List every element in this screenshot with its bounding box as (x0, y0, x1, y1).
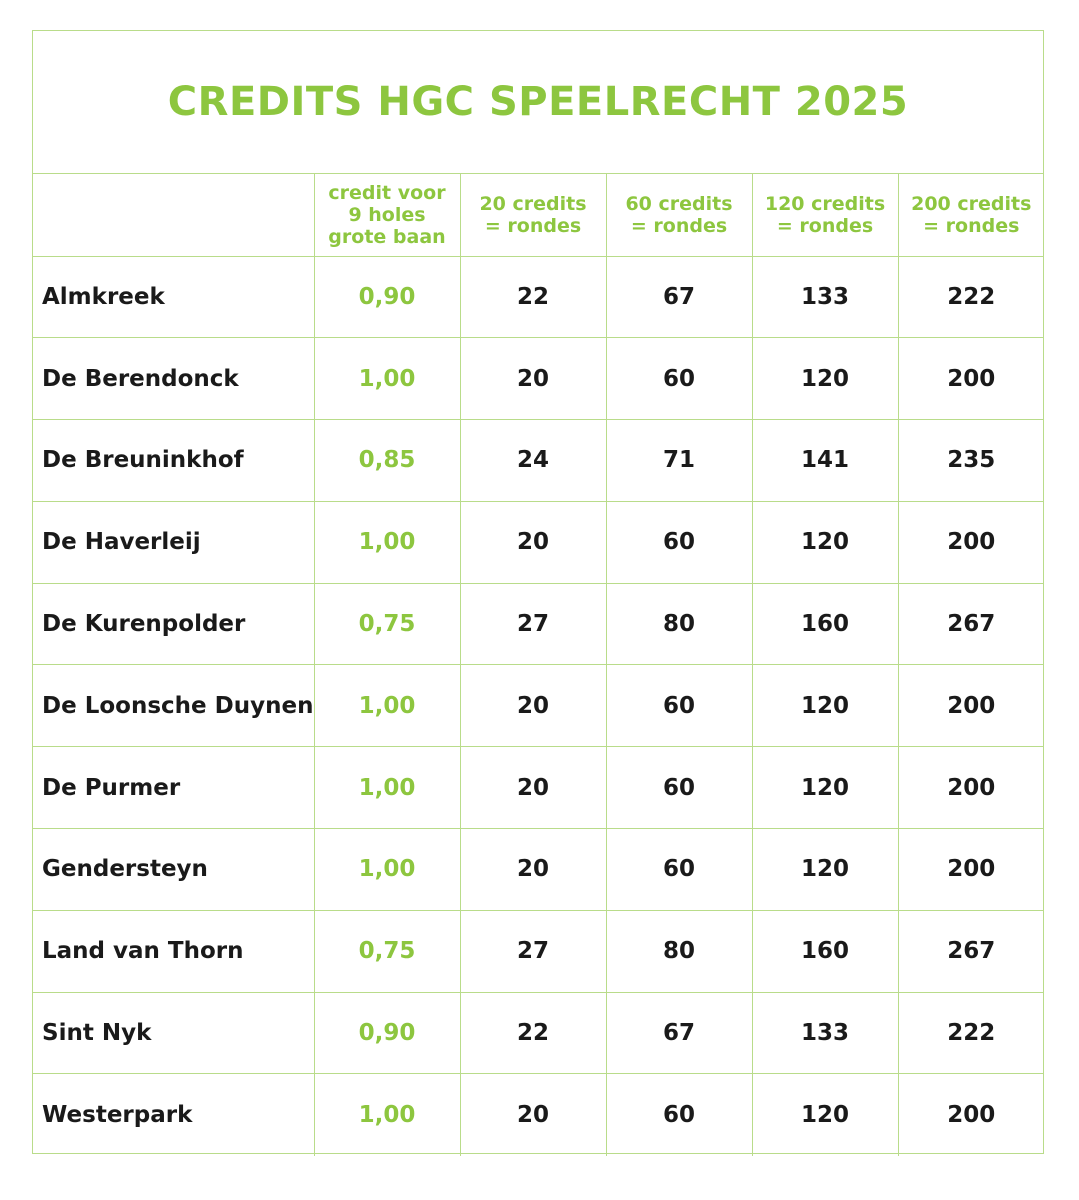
rounds-120: 141 (752, 420, 898, 502)
credits-table (33, 174, 1044, 1156)
rounds-60: 60 (606, 1074, 752, 1156)
course-name: De Haverleij (33, 501, 314, 583)
rounds-20: 24 (460, 420, 606, 502)
header-row (33, 174, 1044, 256)
rounds-120: 120 (752, 1074, 898, 1156)
header-200-credits (898, 174, 1044, 256)
rounds-20: 22 (460, 992, 606, 1074)
header-name (33, 174, 314, 256)
course-name: De Kurenpolder (33, 583, 314, 665)
credit-value: 1,00 (314, 1074, 460, 1156)
credit-value: 0,75 (314, 910, 460, 992)
header-60-credits (606, 174, 752, 256)
table-row (33, 420, 1044, 502)
rounds-60: 60 (606, 665, 752, 747)
course-name: Westerpark (42, 1102, 193, 1129)
rounds-20: 27 (460, 583, 606, 665)
page-title: CREDITS HGC SPEELRECHT 2025 (33, 31, 1043, 174)
rounds-200: 200 (898, 1074, 1044, 1156)
credit-value: 0,85 (314, 420, 460, 502)
rounds-60: 67 (606, 992, 752, 1074)
header-20-credits (460, 174, 606, 256)
header-60-line: = rondes (630, 214, 728, 237)
credits-table-frame (32, 30, 1044, 1154)
credit-value: 1,00 (314, 747, 460, 829)
rounds-60: 80 (606, 583, 752, 665)
credit-value: 1,00 (314, 501, 460, 583)
header-credit (314, 174, 460, 256)
credit-value: 1,00 (314, 665, 460, 747)
header-credit-line: credit voor (328, 181, 446, 204)
course-name: De Breuninkhof (33, 420, 314, 502)
rounds-60: 60 (606, 338, 752, 420)
rounds-200: 200 (898, 501, 1044, 583)
rounds-200: 267 (898, 583, 1044, 665)
header-120-line: = rondes (776, 214, 874, 237)
header-120-credits (752, 174, 898, 256)
table-row (33, 829, 1044, 911)
credit-value: 1,00 (314, 829, 460, 911)
header-60-line: 60 credits (625, 192, 733, 215)
table-row (33, 747, 1044, 829)
header-200-line: 200 credits (911, 192, 1032, 215)
rounds-200: 200 (898, 747, 1044, 829)
table-row (33, 501, 1044, 583)
course-name: De Loonsche Duynen (33, 665, 314, 747)
header-credit-line: 9 holes (348, 203, 426, 226)
table-row (33, 583, 1044, 665)
table-row (33, 338, 1044, 420)
header-20-line: 20 credits (479, 192, 587, 215)
rounds-20: 20 (460, 665, 606, 747)
rounds-200: 235 (898, 420, 1044, 502)
rounds-20: 20 (460, 338, 606, 420)
course-name: Sint Nyk (33, 992, 314, 1074)
header-credit-line: grote baan (328, 225, 446, 248)
header-120-line: 120 credits (764, 192, 886, 215)
table-body (33, 256, 1044, 1156)
rounds-120: 120 (752, 338, 898, 420)
rounds-120: 120 (752, 501, 898, 583)
rounds-200: 222 (898, 256, 1044, 338)
rounds-60: 71 (606, 420, 752, 502)
header-200-line: = rondes (923, 214, 1020, 237)
table-row (33, 910, 1044, 992)
rounds-60: 80 (606, 910, 752, 992)
course-name: De Berendonck (33, 338, 314, 420)
rounds-120: 160 (752, 910, 898, 992)
rounds-200: 200 (898, 829, 1044, 911)
rounds-60: 60 (606, 747, 752, 829)
rounds-20: 22 (460, 256, 606, 338)
credit-value: 0,75 (314, 583, 460, 665)
rounds-20: 20 (460, 829, 606, 911)
rounds-120: 160 (752, 583, 898, 665)
rounds-120: 120 (752, 665, 898, 747)
credit-value: 1,00 (314, 338, 460, 420)
rounds-120: 120 (752, 747, 898, 829)
table-header (33, 174, 1044, 256)
course-name: Almkreek (33, 256, 314, 338)
rounds-200: 200 (898, 338, 1044, 420)
course-name: Land van Thorn (33, 910, 314, 992)
rounds-20: 27 (460, 910, 606, 992)
credit-value: 0,90 (314, 992, 460, 1074)
rounds-20: 20 (460, 1074, 606, 1156)
rounds-200: 200 (898, 665, 1044, 747)
table-row (33, 992, 1044, 1074)
rounds-20: 20 (460, 747, 606, 829)
rounds-120: 120 (752, 829, 898, 911)
table-row (33, 256, 1044, 338)
rounds-120: 133 (752, 992, 898, 1074)
rounds-120: 133 (752, 256, 898, 338)
credit-value: 0,90 (314, 256, 460, 338)
course-name: De Purmer (33, 747, 314, 829)
rounds-200: 267 (898, 910, 1044, 992)
rounds-200: 222 (898, 992, 1044, 1074)
rounds-60: 67 (606, 256, 752, 338)
rounds-60: 60 (606, 501, 752, 583)
table-row (33, 665, 1044, 747)
table-row (33, 1074, 1044, 1156)
rounds-20: 20 (460, 501, 606, 583)
header-20-line: = rondes (484, 214, 582, 237)
rounds-60: 60 (606, 829, 752, 911)
course-name: Gendersteyn (33, 829, 314, 911)
